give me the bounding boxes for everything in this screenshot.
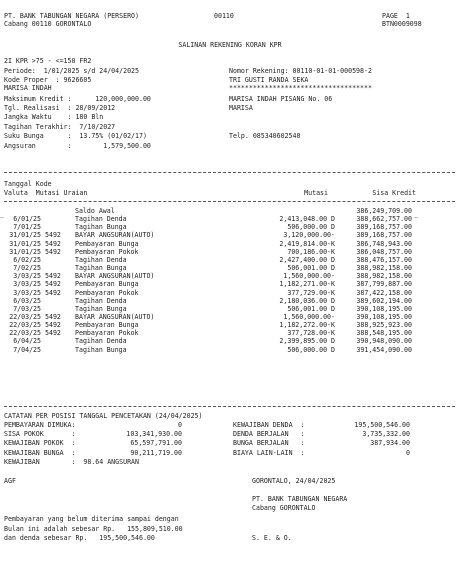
row-desc: Tagihan Denda — [75, 255, 127, 264]
row-desc: Pembayaran Pokok — [75, 247, 139, 256]
place-date: GORONTALO, 24/04/2025 — [252, 477, 336, 485]
info-left-line: Angsuran : 1,579,500.00 — [4, 142, 151, 150]
row-date: 6/02/25 — [13, 255, 41, 264]
summary-label: BIAYA LAIN-LAIN : — [233, 449, 305, 457]
row-mutasi: 700,186.00-K — [287, 247, 335, 256]
footer-note: dan denda sebesar Rp. 195,500,546.00 — [4, 534, 155, 542]
info-left-line: Maksimum Kredit : 120,000,000.00 — [4, 95, 151, 103]
info-right-line: MARISA INDAH PISANG No. 06 — [229, 95, 333, 103]
table-header-desc: Valuta Mutasi Uraian — [4, 189, 88, 197]
row-desc: Saldo Awal — [75, 207, 115, 215]
row-mutasi: 506,000.00 D — [287, 345, 335, 354]
page-title: SALINAN REKENING KORAN KPR — [178, 41, 282, 49]
info-right-line: TRI GUSTI RANDA SEKA — [229, 76, 309, 84]
table-header-date: Tanggal Kode — [4, 180, 52, 188]
row-desc: Tagihan Bunga — [75, 345, 127, 354]
table-header-saldo: Sisa Kredit — [372, 189, 416, 197]
row-saldo: 386,048,757.00 — [356, 247, 412, 256]
row-mutasi: 2,419,814.00-K — [279, 239, 335, 248]
footer-note: Bulan ini adalah sebesar Rp. 155,809,510.00 — [4, 525, 183, 533]
row-mutasi: 506,001.00 D — [287, 304, 335, 313]
row-desc: Pembayaran Pokok — [75, 329, 139, 338]
row-desc: Pembayaran Bunga — [75, 239, 139, 248]
row-saldo: 390,948,090.00 — [356, 337, 412, 346]
row-code: 5492 — [45, 231, 61, 240]
info-left-line: Periode: 1/01/2025 s/d 24/04/2025 — [4, 67, 139, 75]
document-code: BTN0009098 — [382, 20, 422, 28]
row-date: 7/01/25 — [13, 223, 41, 232]
row-date: 31/01/25 — [9, 231, 41, 240]
row-saldo: 390,108,195.00 — [356, 312, 412, 321]
row-mutasi: 1,560,000.00- — [283, 312, 335, 321]
row-marker-left: _ — [0, 210, 4, 218]
row-code: 5492 — [45, 329, 61, 338]
summary-value: 0 — [406, 449, 410, 457]
summary-label: PEMBAYARAN DIMUKA: — [4, 421, 76, 429]
row-code: 5492 — [45, 272, 61, 281]
row-desc: Tagihan Bunga — [75, 264, 127, 273]
kewajiban-angsuran: KEWAJIBAN : 98.64 ANGSURAN — [4, 458, 139, 466]
footer-note: Pembayaran yang belum diterima sampai dengan — [4, 515, 179, 523]
row-saldo: 388,548,195.00 — [356, 329, 412, 338]
row-desc: Tagihan Denda — [75, 215, 127, 224]
row-saldo: 386,249,709.00 — [356, 207, 412, 215]
bank-name: PT. BANK TABUNGAN NEGARA (PERSERO) — [4, 12, 139, 20]
summary-value: 195,500,546.00 — [354, 421, 410, 429]
row-desc: Tagihan Denda — [75, 296, 127, 305]
row-date: 6/01/25 — [13, 215, 41, 224]
row-marker-right: _ — [414, 210, 418, 218]
row-date: 3/03/25 — [13, 272, 41, 281]
row-desc: Tagihan Denda — [75, 337, 127, 346]
row-code: 5492 — [45, 312, 61, 321]
row-date: 22/03/25 — [9, 329, 41, 338]
row-saldo: 386,748,943.00 — [356, 239, 412, 248]
row-code: 5492 — [45, 247, 61, 256]
info-left-line: MARISA INDAH — [4, 84, 52, 92]
row-mutasi: 506,001.00 D — [287, 264, 335, 273]
table-header-divider — [4, 201, 455, 202]
row-desc: BAYAR ANGSURAN(AUTO) — [75, 231, 155, 240]
row-saldo: 389,168,757.00 — [356, 223, 412, 232]
summary-value: 3,735,332.00 — [362, 430, 410, 438]
row-saldo: 391,454,090.00 — [356, 345, 412, 354]
row-date: 3/03/25 — [13, 280, 41, 289]
row-desc: Tagihan Bunga — [75, 304, 127, 313]
row-date: 6/03/25 — [13, 296, 41, 305]
info-left-line: Tagihan Terakhir: 7/10/2027 — [4, 123, 116, 131]
branch-code: 00110 — [214, 12, 234, 20]
summary-value: 103,341,930.00 — [126, 430, 182, 438]
page-number: PAGE 1 — [382, 12, 410, 20]
table-bottom-divider — [4, 406, 455, 407]
info-right-line: Telp. 085340602540 — [229, 132, 301, 140]
signature-sign: S. E. & O. — [252, 534, 292, 542]
row-code: 5492 — [45, 280, 61, 289]
row-mutasi: 2,413,048.00 D — [279, 215, 335, 224]
row-date: 7/02/25 — [13, 264, 41, 273]
row-date: 31/01/25 — [9, 247, 41, 256]
summary-value: 387,934.00 — [370, 439, 410, 447]
agf-label: AGF — [4, 477, 16, 485]
row-date: 7/03/25 — [13, 304, 41, 313]
row-saldo: 388,662,757.00 — [356, 215, 412, 224]
row-mutasi: 2,427,400.00 D — [279, 255, 335, 264]
row-desc: BAYAR ANGSURAN(AUTO) — [75, 272, 155, 281]
summary-label: SISA POKOK : — [4, 430, 76, 438]
row-mutasi: 1,182,271.00-K — [279, 280, 335, 289]
row-mutasi: 1,182,272.00-K — [279, 321, 335, 330]
row-saldo: 388,925,923.00 — [356, 321, 412, 330]
row-saldo: 389,168,757.00 — [356, 231, 412, 240]
row-date: 3/03/25 — [13, 288, 41, 297]
summary-value: 90,211,719.00 — [130, 449, 182, 457]
summary-label: BUNGA BERJALAN : — [233, 439, 305, 447]
row-date: 22/03/25 — [9, 321, 41, 330]
row-code: 5492 — [45, 239, 61, 248]
bank-signature-branch: Cabang GORONTALO — [252, 504, 316, 512]
row-desc: Tagihan Bunga — [75, 223, 127, 232]
info-left-line: Kode Proper : 9626605 — [4, 76, 92, 84]
row-desc: Pembayaran Pokok — [75, 288, 139, 297]
table-top-divider — [4, 172, 455, 173]
info-left-line: Jangka Waktu : 180 Bln — [4, 113, 104, 121]
row-saldo: 389,602,194.00 — [356, 296, 412, 305]
bank-signature-name: PT. BANK TABUNGAN NEGARA — [252, 495, 348, 503]
branch-name: Cabang 00110 GORONTALO — [4, 20, 92, 28]
row-code: 5492 — [45, 288, 61, 297]
summary-label: DENDA BERJALAN : — [233, 430, 305, 438]
row-date: 6/04/25 — [13, 337, 41, 346]
row-mutasi: 506,000.00 D — [287, 223, 335, 232]
row-saldo: 388,982,158.00 — [356, 272, 412, 281]
row-mutasi: 1,560,000.00- — [283, 272, 335, 281]
row-saldo: 390,108,195.00 — [356, 304, 412, 313]
row-mutasi: 2,180,036.00 D — [279, 296, 335, 305]
row-mutasi: 3,120,000.00- — [283, 231, 335, 240]
row-mutasi: 377,728.00-K — [287, 329, 335, 338]
summary-value: 65,597,791.00 — [130, 439, 182, 447]
row-saldo: 387,799,887.00 — [356, 280, 412, 289]
info-left-line: 2I KPR >75 - <=150 FR2 — [4, 57, 92, 65]
row-saldo: 388,476,157.00 — [356, 255, 412, 264]
row-date: 22/03/25 — [9, 312, 41, 321]
info-right-line: ************************************ — [229, 84, 372, 92]
row-mutasi: 2,399,895.00 D — [279, 337, 335, 346]
row-desc: Pembayaran Bunga — [75, 280, 139, 289]
table-header-mutasi: Mutasi — [304, 189, 328, 197]
info-right-line: MARISA — [229, 104, 253, 112]
row-date: 7/04/25 — [13, 345, 41, 354]
info-left-line: Suku Bunga : 13.75% (01/02/17) — [4, 132, 147, 140]
summary-label: KEWAJIBAN POKOK : — [4, 439, 76, 447]
row-mutasi: 377,729.00-K — [287, 288, 335, 297]
row-saldo: 387,422,158.00 — [356, 288, 412, 297]
info-left-line: Tgl. Realisasi : 28/09/2012 — [4, 104, 116, 112]
row-desc: BAYAR ANGSURAN(AUTO) — [75, 312, 155, 321]
summary-label: KEWAJIBAN DENDA : — [233, 421, 305, 429]
row-saldo: 388,982,158.00 — [356, 264, 412, 273]
summary-label: KEWAJIBAN BUNGA : — [4, 449, 76, 457]
row-desc: Pembayaran Bunga — [75, 321, 139, 330]
summary-title: CATATAN PER POSISI TANGGAL PENCETAKAN (24/04/2025) — [4, 412, 203, 420]
summary-value: 0 — [178, 421, 182, 429]
row-code: 5492 — [45, 321, 61, 330]
row-date: 31/01/25 — [9, 239, 41, 248]
info-right-line: Nomor Rekening: 00110-01-01-000598-2 — [229, 67, 372, 75]
